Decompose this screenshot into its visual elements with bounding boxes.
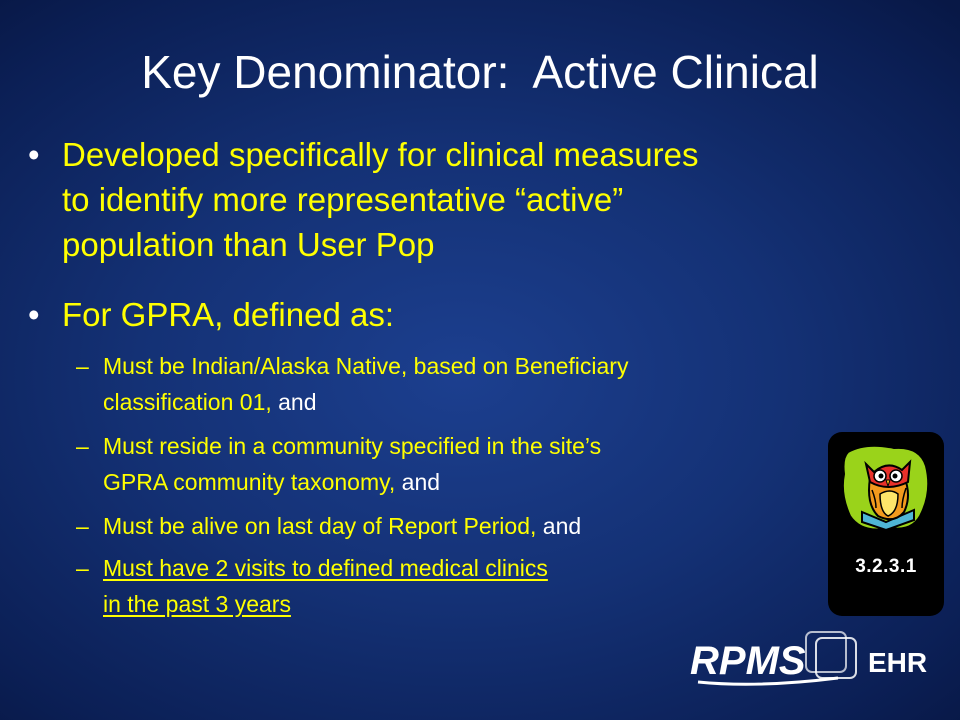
sub-bullet-line [103,385,317,419]
bullet-line: Developed specifically for clinical measures [62,136,699,173]
sub-bullet-line [103,509,581,543]
version-label: 3.2.3.1 [855,556,917,577]
version-badge [828,432,944,616]
sub-bullet-dash: – [76,555,89,581]
sub-bullet-line [103,465,440,499]
sub-bullet-dash: – [76,513,89,539]
logo-suffix: EHR [868,647,928,678]
sub-bullet-line: Must have 2 visits to defined medical clinics [103,555,548,581]
bullet-line: to identify more representative “active” [62,181,624,218]
sub-bullet-text: Must be alive on last day of Report Period, [103,513,537,539]
conjunction: and [271,389,317,415]
sub-bullet-line: in the past 3 years [103,591,291,617]
sub-bullet-text: classification 01, [103,389,272,415]
bullet-line: population than User Pop [62,226,435,263]
bullet-line: For GPRA, defined as: [62,296,394,333]
bullet-dot: • [28,136,40,173]
sub-bullet-line: Must be Indian/Alaska Native, based on Beneficiary [103,353,629,379]
sub-bullet-dash: – [76,353,89,379]
logo-text: RPMS [690,639,806,683]
owl-icon [836,438,936,538]
conjunction: and [395,469,441,495]
rpms-ehr-logo [688,628,938,690]
sub-bullet-dash: – [76,433,89,459]
bullet-dot: • [28,296,40,333]
sub-bullet-line: Must reside in a community specified in the site’s [103,433,602,459]
sub-bullet-text: GPRA community taxonomy, [103,469,396,495]
conjunction: and [536,513,582,539]
slide-title: Key Denominator: Active Clinical [141,46,819,98]
